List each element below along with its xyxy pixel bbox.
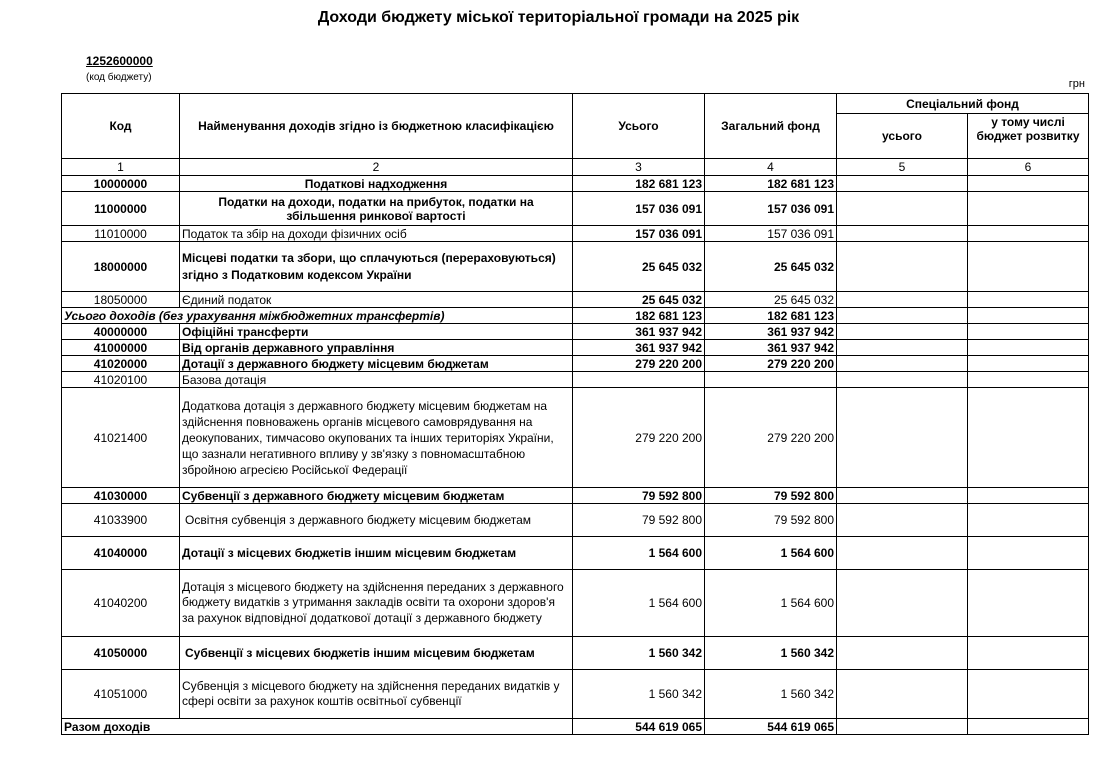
row-special <box>837 637 968 670</box>
revenue-table <box>61 93 1089 735</box>
table-row <box>62 226 1089 242</box>
budget-code-caption: (код бюджету) <box>86 72 152 83</box>
row-total: 279 220 200 <box>573 388 705 488</box>
row-special-dev <box>968 372 1089 388</box>
row-special-dev <box>968 176 1089 192</box>
header-code: Код <box>62 94 180 159</box>
row-special <box>837 670 968 719</box>
row-name: Податок та збір на доходи фізичних осіб <box>180 226 573 242</box>
row-general: 1 564 600 <box>705 537 837 570</box>
row-general: 25 645 032 <box>705 242 837 292</box>
grand-total-row <box>62 719 1089 735</box>
column-number: 6 <box>968 159 1089 176</box>
row-general: 182 681 123 <box>705 176 837 192</box>
row-code: 41000000 <box>62 340 180 356</box>
table-row <box>62 356 1089 372</box>
row-code: 41051000 <box>62 670 180 719</box>
row-total: 1 560 342 <box>573 637 705 670</box>
row-special <box>837 242 968 292</box>
column-number: 4 <box>705 159 837 176</box>
table-row <box>62 324 1089 340</box>
row-total: 361 937 942 <box>573 324 705 340</box>
row-special-dev <box>968 340 1089 356</box>
row-general: 25 645 032 <box>705 292 837 308</box>
row-name: Дотації з місцевих бюджетів іншим місцевим бюджетам <box>180 537 573 570</box>
header-special-total: усього <box>837 114 968 159</box>
row-special <box>837 192 968 226</box>
table-row <box>62 637 1089 670</box>
row-special-dev <box>968 226 1089 242</box>
row-code: 10000000 <box>62 176 180 192</box>
row-total: 25 645 032 <box>573 242 705 292</box>
row-name: Субвенції з місцевих бюджетів іншим місцевим бюджетам <box>180 637 573 670</box>
row-total: 1 560 342 <box>573 670 705 719</box>
page-title: Доходи бюджету міської територіальної громади на 2025 рік <box>317 9 800 26</box>
row-code: 18000000 <box>62 242 180 292</box>
row-special-dev <box>968 192 1089 226</box>
grand-total-general: 544 619 065 <box>705 719 837 735</box>
row-code: 41021400 <box>62 388 180 488</box>
table-row <box>62 176 1089 192</box>
row-special <box>837 340 968 356</box>
row-special-dev <box>968 537 1089 570</box>
subtotal-label: Усього доходів (без урахування міжбюджетних трансфертів) <box>62 308 573 324</box>
row-code: 41040000 <box>62 537 180 570</box>
header-special-fund: Спеціальний фонд <box>837 94 1089 114</box>
row-total: 157 036 091 <box>573 192 705 226</box>
row-code: 41033900 <box>62 504 180 537</box>
table-row <box>62 292 1089 308</box>
row-name: Додаткова дотація з державного бюджету місцевим бюджетам на здійснення повноважень органів місцевого самоврядування на деокупованих, тимчасово окупованих та інших територіях України, що зазнали негативного впливу у зв'язку з повномасштабною збройною агресією Російської Федерації <box>180 388 573 488</box>
row-special-dev <box>968 356 1089 372</box>
row-total: 182 681 123 <box>573 308 705 324</box>
row-special-dev <box>968 504 1089 537</box>
row-total: 279 220 200 <box>573 356 705 372</box>
row-code: 18050000 <box>62 292 180 308</box>
row-code: 41030000 <box>62 488 180 504</box>
row-general: 79 592 800 <box>705 504 837 537</box>
row-name: Від органів державного управління <box>180 340 573 356</box>
budget-code: 1252600000 <box>86 54 153 68</box>
table-row <box>62 388 1089 488</box>
header-total: Усього <box>573 94 705 159</box>
row-special-dev <box>968 488 1089 504</box>
row-total: 25 645 032 <box>573 292 705 308</box>
row-code: 40000000 <box>62 324 180 340</box>
table-row <box>62 242 1089 292</box>
header-general-fund: Загальний фонд <box>705 94 837 159</box>
row-special-dev <box>968 670 1089 719</box>
table-row <box>62 570 1089 637</box>
row-general <box>705 372 837 388</box>
row-name: Дотація з місцевого бюджету на здійснення переданих з державного бюджету видатків з утримання закладів освіти та охорони здоров'я за рахунок відповідної додаткової дотації з державного бюджету <box>180 570 573 637</box>
row-total: 1 564 600 <box>573 570 705 637</box>
row-special-dev <box>968 308 1089 324</box>
row-general: 1 564 600 <box>705 570 837 637</box>
table-row <box>62 537 1089 570</box>
row-total: 79 592 800 <box>573 488 705 504</box>
column-number: 5 <box>837 159 968 176</box>
row-special <box>837 719 968 735</box>
row-name: Податкові надходження <box>180 176 573 192</box>
table-row <box>62 670 1089 719</box>
row-name: Дотації з державного бюджету місцевим бюджетам <box>180 356 573 372</box>
row-general: 182 681 123 <box>705 308 837 324</box>
row-general: 157 036 091 <box>705 226 837 242</box>
row-general: 1 560 342 <box>705 670 837 719</box>
row-special <box>837 292 968 308</box>
row-special-dev <box>968 637 1089 670</box>
row-name: Податки на доходи, податки на прибуток, податки на збільшення ринкової вартості <box>180 192 573 226</box>
row-special <box>837 356 968 372</box>
row-special <box>837 488 968 504</box>
table-row <box>62 340 1089 356</box>
header-special-dev <box>968 114 1089 159</box>
row-general: 157 036 091 <box>705 192 837 226</box>
row-special <box>837 324 968 340</box>
subtotal-row <box>62 308 1089 324</box>
row-special-dev <box>968 570 1089 637</box>
row-special-dev <box>968 324 1089 340</box>
row-total: 157 036 091 <box>573 226 705 242</box>
table-row <box>62 192 1089 226</box>
row-name: Місцеві податки та збори, що сплачуються (перераховуються) згідно з Податковим кодексом України <box>180 242 573 292</box>
table-row <box>62 504 1089 537</box>
row-special <box>837 537 968 570</box>
row-name: Базова дотація <box>180 372 573 388</box>
row-code: 11000000 <box>62 192 180 226</box>
row-general: 279 220 200 <box>705 356 837 372</box>
row-general: 361 937 942 <box>705 340 837 356</box>
row-special-dev <box>968 719 1089 735</box>
row-special <box>837 504 968 537</box>
row-name: Субвенції з державного бюджету місцевим бюджетам <box>180 488 573 504</box>
row-special-dev <box>968 242 1089 292</box>
row-special-dev <box>968 292 1089 308</box>
row-special <box>837 308 968 324</box>
row-name: Освітня субвенція з державного бюджету місцевим бюджетам <box>180 504 573 537</box>
row-special <box>837 570 968 637</box>
row-name: Єдиний податок <box>180 292 573 308</box>
row-total <box>573 372 705 388</box>
column-number: 2 <box>180 159 573 176</box>
row-special <box>837 226 968 242</box>
row-total: 1 564 600 <box>573 537 705 570</box>
row-code: 41020000 <box>62 356 180 372</box>
row-general: 279 220 200 <box>705 388 837 488</box>
row-name: Офіційні трансферти <box>180 324 573 340</box>
header-special-dev-text: у тому числі бюджет розвитку <box>976 115 1080 143</box>
row-general: 361 937 942 <box>705 324 837 340</box>
row-general: 1 560 342 <box>705 637 837 670</box>
header-name: Найменування доходів згідно із бюджетною класифікацією <box>180 94 573 159</box>
row-special <box>837 372 968 388</box>
table-row <box>62 488 1089 504</box>
table-row <box>62 372 1089 388</box>
column-number: 3 <box>573 159 705 176</box>
row-code: 41050000 <box>62 637 180 670</box>
column-number: 1 <box>62 159 180 176</box>
row-code: 41040200 <box>62 570 180 637</box>
row-special-dev <box>968 388 1089 488</box>
row-code: 41020100 <box>62 372 180 388</box>
row-code: 11010000 <box>62 226 180 242</box>
row-total: 361 937 942 <box>573 340 705 356</box>
row-name: Субвенція з місцевого бюджету на здійснення переданих видатків у сфері освіти за рахунок коштів освітньої субвенції <box>180 670 573 719</box>
grand-total-label: Разом доходів <box>62 719 573 735</box>
row-special <box>837 388 968 488</box>
row-total: 79 592 800 <box>573 504 705 537</box>
row-general: 79 592 800 <box>705 488 837 504</box>
row-total: 182 681 123 <box>573 176 705 192</box>
row-special <box>837 176 968 192</box>
grand-total-total: 544 619 065 <box>573 719 705 735</box>
currency-label: грн <box>1068 78 1085 90</box>
